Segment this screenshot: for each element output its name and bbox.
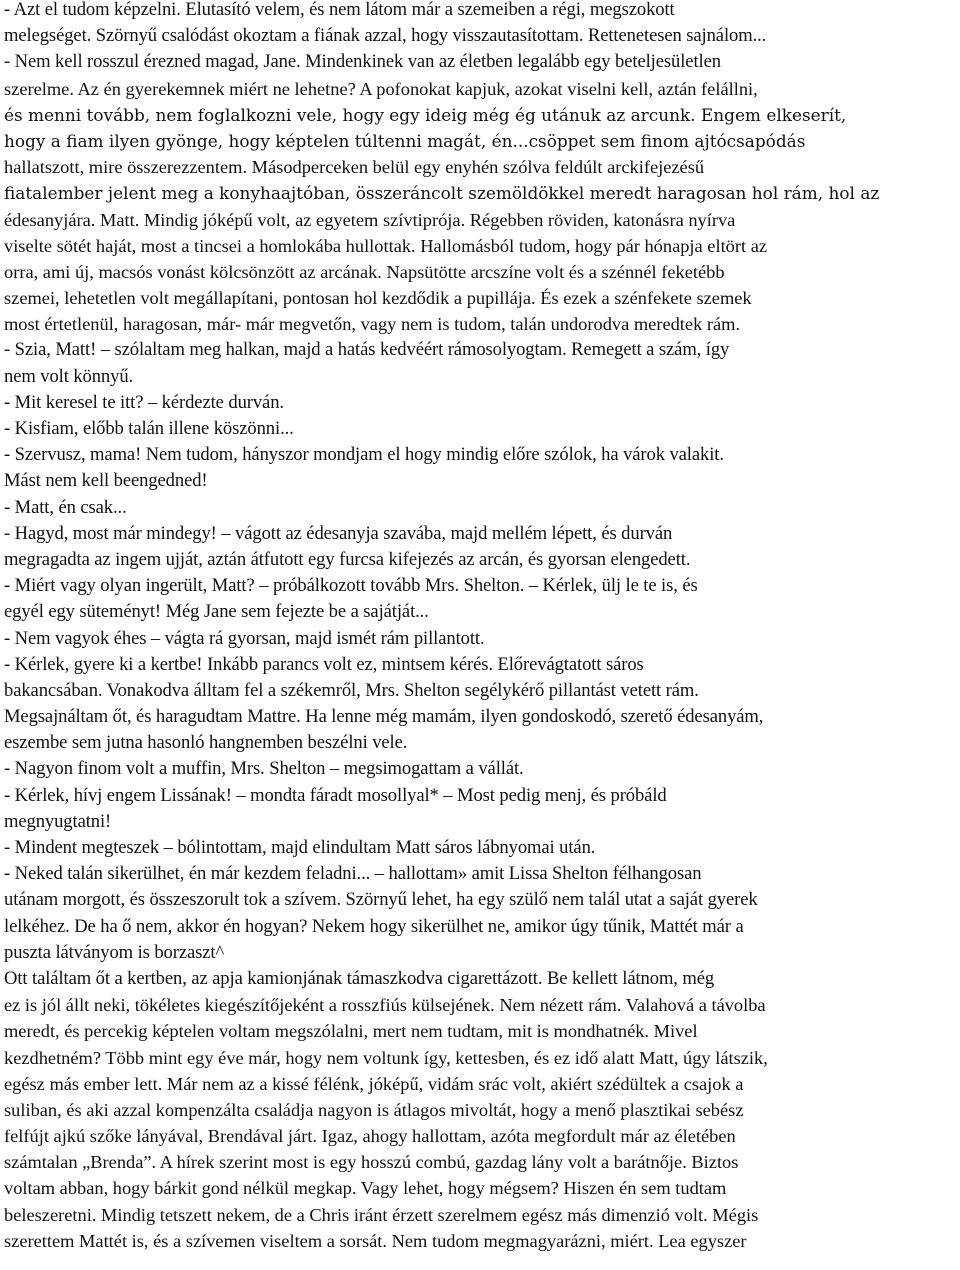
text-line: - Kérlek, gyere ki a kertbe! Inkább parancs volt ez, mintsem kérés. Előrevágtatott sáros [4,653,644,675]
text-line: Ott találtam őt a kertben, az apja kamionjának támaszkodva cigarettázott. Be kellett látnom, még [4,967,715,989]
text-line: orra, ami új, macsós vonást kölcsönzött az arcának. Napsütötte arcszíne volt és a szénnél feketébb [4,261,725,282]
text-line: - Hagyd, most már mindegy! – vágott az édesanyja szavába, majd mellém lépett, és durván [4,522,673,544]
text-line: - Nagyon finom volt a muffin, Mrs. Shelton – megsimogattam a vállát. [4,758,524,780]
text-line: hallatszott, mire összerezzentem. Másodperceken belül egy enyhén szólva feldúlt arckifejezésű [4,157,705,178]
text-line: lelkéhez. De ha ő nem, akkor én hogyan? Nekem hogy sikerülhet ne, amikor úgy tűnik, Mattét már a [4,915,744,937]
text-line: eszembe sem jutna hasonló hangnemben beszélni vele. [4,732,408,754]
text-line: és menni tovább, nem foglalkozni vele, hogy egy ideig még ég utánuk az arcunk. Engem elkeserít, [4,104,847,125]
text-line: voltam abban, hogy bárkit gond nélkül megkap. Vagy lehet, hogy mégsem? Hiszen én sem tudtam [4,1178,727,1199]
text-line: szerelme. Az én gyerekemnek miért ne lehetne? A pofonokat kapjuk, azokat viselni kell, aztán felállni, [4,78,758,99]
document-page [4,0,959,1254]
text-line: melegséget. Szörnyű csalódást okoztam a fiának azzal, hogy visszautasítottam. Rettenetesen sajnálom... [4,25,767,47]
text-line: suliban, és aki azzal kompenzálta családja nagyon is átlagos mivoltát, hogy a menő plasztikai sebész [4,1099,744,1120]
text-line: - Neked talán sikerülhet, én már kezdem feladni... – hallottam» amit Lissa Shelton félhangosan [4,863,702,885]
text-line: meredt, és percekig képtelen voltam megszólalni, mert nem tudtam, mit is mondhatnék. Mivel [4,1021,698,1042]
text-line: szerettem Mattét is, és a szívemen viseltem a sorsát. Nem tudom megmagyarázni, miért. Lea egyszer [4,1230,747,1251]
text-line: - Miért vagy olyan ingerült, Matt? – próbálkozott tovább Mrs. Shelton. – Kérlek, ülj le te is, és [4,575,698,597]
text-line: - Matt, én csak... [4,496,127,518]
text-line: nem volt könnyű. [4,365,134,387]
text-line: - Kérlek, hívj engem Lissának! – mondta fáradt mosollyal* – Most pedig menj, és próbáld [4,784,667,806]
text-line: Megsajnáltam őt, és haragudtam Mattre. Ha lenne még mamám, ilyen gondoskodó, szerető édesanyám, [4,706,764,728]
text-line: beleszeretni. Mindig tetszett nekem, de a Chris iránt érzett szerelmem egész más dimenzió volt. Mégis [4,1204,759,1225]
text-line: szemei, lehetetlen volt megállapítani, pontosan hol kezdődik a pupillája. És ezek a szénfekete szemek [4,288,752,309]
text-line: édesanyjára. Matt. Mindig jóképű volt, az egyetem szívtiprója. Régebben röviden, katonásra nyírva [4,209,736,230]
text-line: most értetlenül, haragosan, már- már megvetőn, vagy nem is tudom, talán undorodva meredtek rám. [4,314,741,335]
text-line: - Mindent megteszek – bólintottam, majd elindultam Matt sáros lábnyomai után. [4,837,596,858]
text-line: ez is jól állt neki, tökéletes kiegészítőjeként a rosszfiús külsejének. Nem nézett rám. Valahová a távolba [4,995,766,1016]
text-line: felfújt ajkú szőke lányával, Brendával járt. Igaz, ahogy hallottam, azóta megfordult már az életében [4,1126,736,1147]
text-line: megragadta az ingem ujját, aztán átfutott egy furcsa kifejezés az arcán, és gyorsan elengedett. [4,548,691,570]
text-line: bakancsában. Vonakodva álltam fel a székemről, Mrs. Shelton segélykérő pillantást vetett rám. [4,679,699,701]
text-line: számtalan „Brenda”. A hírek szerint most is egy hosszú combú, gazdag lány volt a barátnője. Biztos [4,1152,739,1173]
text-line: - Mit keresel te itt? – kérdezte durván. [4,391,284,413]
text-line: - Nem kell rosszul érezned magad, Jane. Mindenkinek van az életben legalább egy beteljesületlen [4,51,721,73]
text-line: kezdhetném? Több mint egy éve már, hogy nem voltunk így, kettesben, és ez idő alatt Matt, úgy látszik, [4,1047,768,1068]
text-line: viselte sötét haját, most a tincsei a homlokába hullottak. Hallomásból tudom, hogy pár hónapja eltört az [4,235,768,256]
text-line: puszta látványom is borzaszt^ [4,941,225,963]
text-line: - Szervusz, mama! Nem tudom, hányszor mondjam el hogy mindig előre szólok, ha várok valakit. [4,444,724,466]
text-line: - Nem vagyok éhes – vágta rá gyorsan, majd ismét rám pillantott. [4,627,485,649]
text-line: egyél egy süteményt! Még Jane sem fejezte be a sajátját... [4,601,429,623]
text-line: - Kisfiam, előbb talán illene köszönni... [4,418,294,439]
text-line: fiatalember jelent meg a konyhaajtóban, összeráncolt szemöldökkel meredt haragosan hol rám, hol az [4,183,880,204]
text-line: utánam morgott, és összeszorult tok a szívem. Szörnyű lehet, ha egy szülő nem talál utat a saját gyerek [4,889,758,911]
text-line: Mást nem kell beengedned! [4,470,208,492]
text-line: - Azt el tudom képzelni. Elutasító velem, és nem látom már a szemeiben a régi, megszokott [4,0,675,20]
text-line: hogy a fiam ilyen gyönge, hogy képtelen túltenni magát, én...csöppet sem finom ajtócsapódás [4,130,806,151]
text-line: egész más ember lett. Már nem az a kissé félénk, jóképű, vidám srác volt, akiért szédültek a csajok a [4,1073,744,1094]
text-line: - Szia, Matt! – szólaltam meg halkan, majd a hatás kedvéért rámosolyogtam. Remegett a szám, így [4,339,730,361]
text-line: megnyugtatni! [4,810,112,832]
